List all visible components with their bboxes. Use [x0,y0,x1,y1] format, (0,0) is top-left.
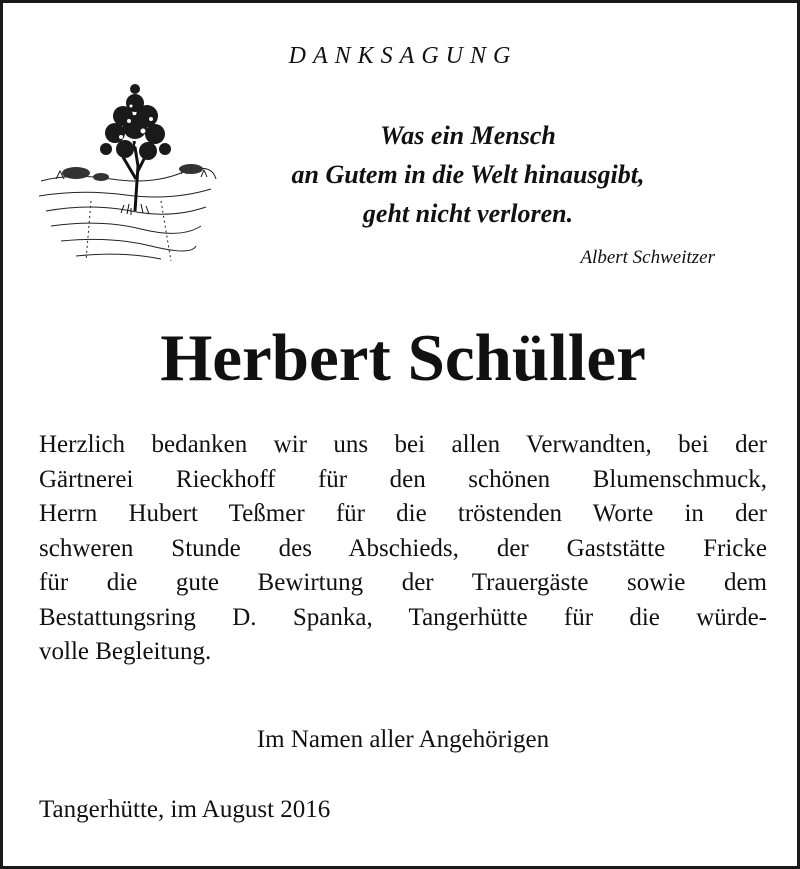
quote [218,116,718,233]
deceased-name: Herbert Schüller [160,321,646,395]
thank-you-line: volle Begleitung. [39,638,212,665]
thank-you-line: Herzlich bedanken wir uns bei allen Verwandten, bei der [39,431,767,458]
place-date: Tangerhütte, im August 2016 [39,796,331,823]
tree-landscape-icon [31,61,221,266]
quote-line: an Gutem in die Welt hinausgibt, [291,160,645,189]
signature: Im Namen aller Angehörigen [256,726,550,753]
notice-heading: DANKSAGUNG [288,43,518,69]
quote-line: Was ein Mensch [380,121,556,150]
quote-author: Albert Schweitzer [580,247,715,268]
thank-you-line: Bestattungsring D. Spanka, Tangerhütte für die würde- [39,603,767,631]
thank-you-text [39,428,767,670]
thank-you-line: Herrn Hubert Teßmer für die tröstenden Worte in der [39,500,767,527]
thank-you-line: schweren Stunde des Abschieds, der Gaststätte Fricke [39,534,767,562]
thank-you-line: Gärtnerei Rieckhoff für den schönen Blumenschmuck, [39,465,767,493]
thank-you-line: für die gute Bewirtung der Trauergäste sowie dem [39,569,767,596]
quote-line: geht nicht verloren. [362,199,574,228]
